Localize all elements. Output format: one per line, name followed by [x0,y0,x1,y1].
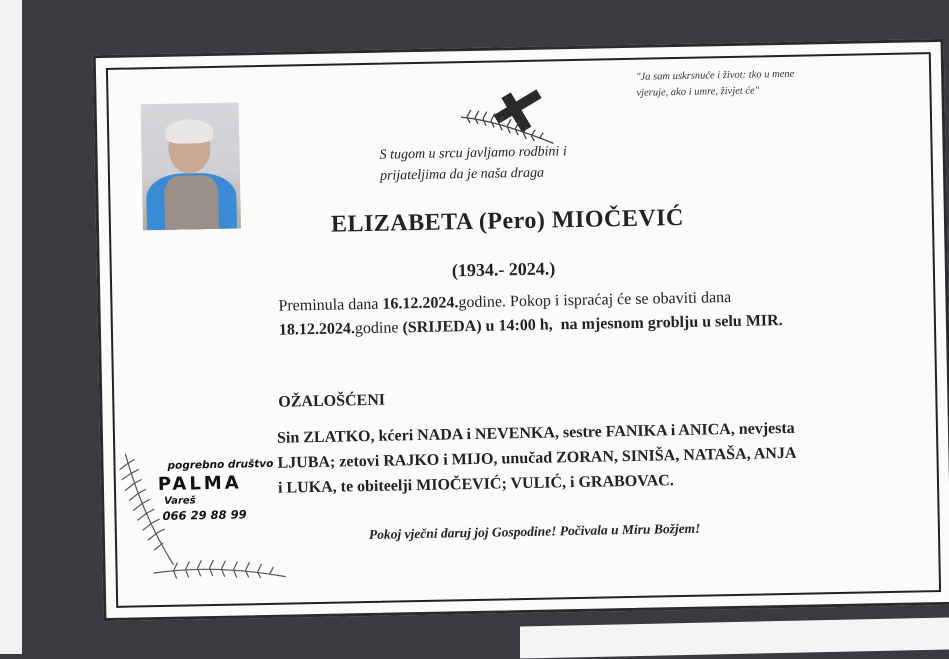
mourners-line: LJUBA; zetovi RAJKO i MIJO, unučad ZORAN, SINIŠA, NATAŠA, ANJA [277,444,797,472]
funeral-home-logo [157,458,278,523]
quote-line: "Ja sam uskrsnuće i život: tko u mene [636,68,795,83]
funeral-location: na mjesnom groblju u selu MIR. [552,312,783,334]
intro-line: S tugom u srcu javljamo rodbini i [379,144,567,163]
mourners-heading: OŽALOŠĆENI [278,391,386,411]
funeral-home-phone: 066 29 88 99 [162,507,247,523]
funeral-home-name: PALMA [157,472,242,496]
life-years: (1934.- 2024.) [451,258,556,281]
bible-quote [636,66,857,102]
death-date: 16.12.2024. [382,294,459,313]
funeral-home-town: Vareš [164,495,196,507]
intro-text [379,140,620,187]
mourners-line: i LUKA, te obiteelji MIOČEVIĆ; VULIĆ, i GRABOVAC. [277,472,674,497]
funeral-home-tag: pogrebno društvo [167,457,274,472]
deceased-photo [141,102,241,230]
photo-vest [164,175,219,230]
funeral-day-time: (SRIJEDA) u 14:00 h, [402,316,553,337]
background-paper-corner [520,618,949,659]
mourners-list [277,413,933,501]
photo-hair [165,119,213,144]
notice-text: godine. Pokop i ispraćaj će se obaviti dana [458,289,732,312]
intro-line: prijateljima da je naša draga [379,165,545,184]
closing-prayer: Pokoj vječni daruj joj Gospodine! Počivala u Miru Božjem! [368,520,701,543]
deceased-name: ELIZABETA (Pero) MIOČEVIĆ [330,204,685,238]
quote-line: vjeruje, ako i umre, živjet će" [636,85,760,99]
background-page-edge [0,0,22,654]
notice-text: Preminula dana [278,295,383,315]
obituary-notice [93,39,949,621]
funeral-date: 18.12.2024. [278,320,356,339]
mourners-line: Sin ZLATKO, kćeri NADA i NEVENKA, sestre FANIKA i ANICA, nevjesta [276,419,795,447]
notice-text: godine [354,319,403,338]
